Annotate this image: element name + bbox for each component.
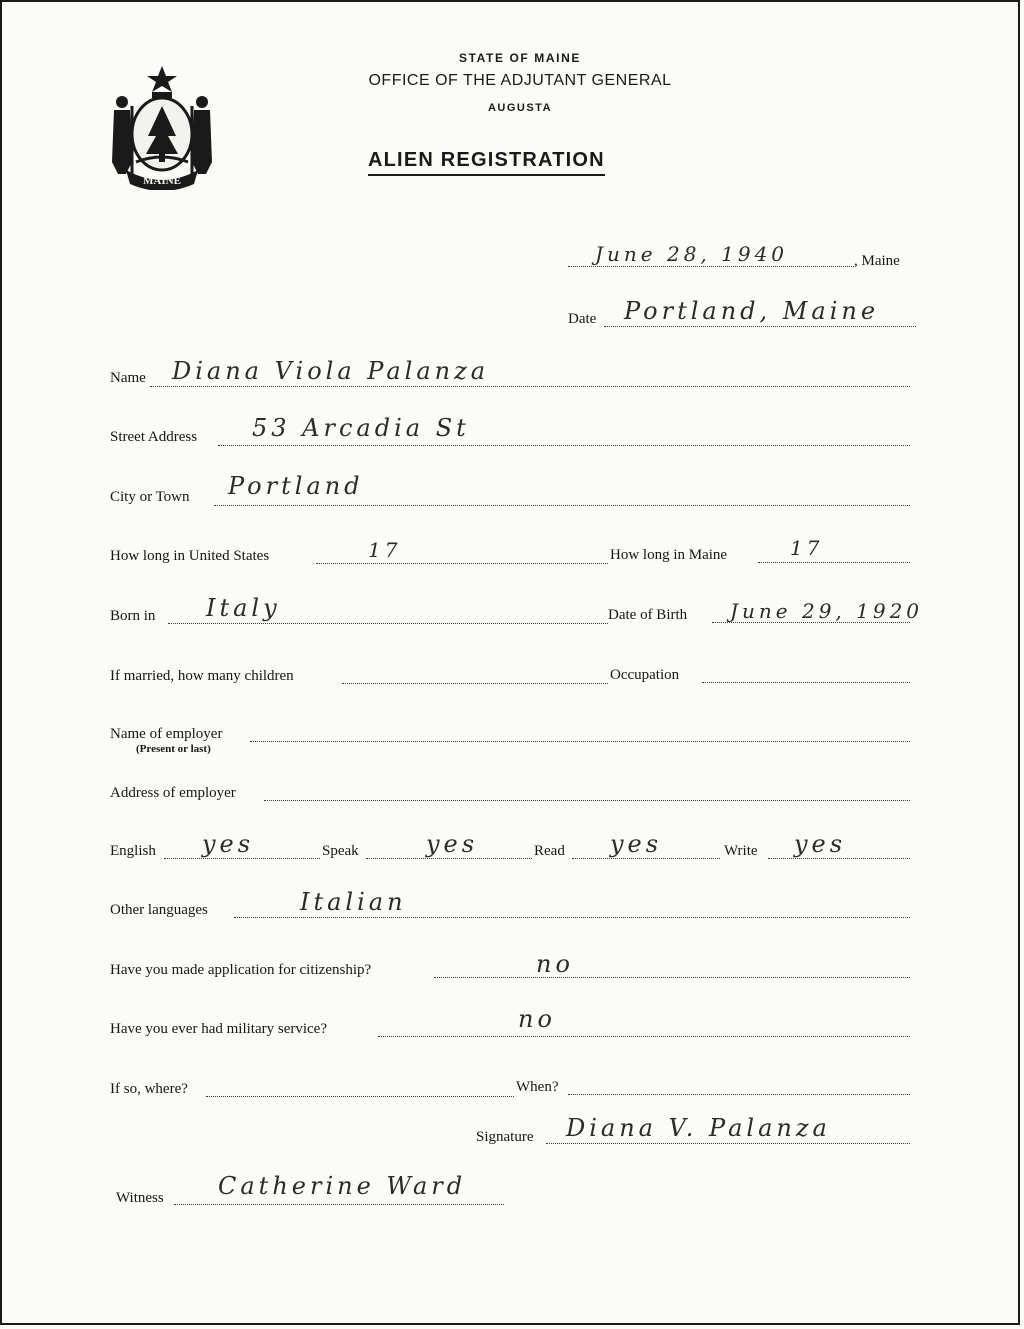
date-value: June 28, 1940 [595,242,789,266]
date-dotted-line [568,266,854,267]
place-dotted-line [604,326,916,327]
born-in-label: Born in [110,608,156,624]
witness-label: Witness [116,1190,164,1206]
street-address-label: Street Address [110,429,198,445]
witness-dotted-line [174,1204,504,1205]
date-of-birth-label: Date of Birth [608,607,688,623]
header-city: AUGUSTA [487,102,553,114]
city-town-dotted-line [214,505,910,506]
employer-address-dotted-line [264,800,910,801]
other-languages-dotted-line [234,917,910,918]
header-office: OFFICE OF THE ADJUTANT GENERAL [368,72,672,89]
form-title: ALIEN REGISTRATION [368,149,605,176]
city-town-value: Portland [228,472,364,500]
military-label: Have you ever had military service? [110,1021,327,1037]
how-long-maine-label: How long in Maine [610,547,728,563]
read-dotted-line [572,858,720,859]
header-state: STATE OF MAINE [459,51,581,65]
when-label: When? [516,1079,559,1095]
other-languages-label: Other languages [110,902,208,918]
place-value: Portland, Maine [624,297,880,325]
citizenship-label: Have you made application for citizenship? [110,962,372,978]
name-value: Diana Viola Palanza [172,357,490,385]
speak-value: yes [426,830,479,858]
seal-banner-text: MAINE [143,175,181,187]
employer-note: (Present or last) [136,743,211,755]
born-in-dotted-line [168,623,608,624]
employer-dotted-line [250,741,910,742]
street-address-dotted-line [218,445,910,446]
where-label: If so, where? [110,1081,188,1097]
children-dotted-line [342,683,608,684]
street-address-value: 53 Arcadia St [252,414,470,442]
born-in-value: Italy [206,594,281,622]
english-value: yes [202,830,255,858]
write-value: yes [794,830,847,858]
signature-value: Diana V. Palanza [566,1114,831,1142]
military-value: no [518,1005,556,1033]
citizenship-dotted-line [434,977,910,978]
how-long-maine-dotted-line [758,562,910,563]
when-dotted-line [568,1094,910,1095]
how-long-us-dotted-line [316,563,608,564]
military-dotted-line [378,1036,910,1037]
speak-dotted-line [366,858,532,859]
maine-suffix-label: , Maine [854,253,900,269]
other-languages-value: Italian [300,888,407,916]
write-dotted-line [768,858,910,859]
how-long-us-value: 17 [368,538,402,562]
speak-label: Speak [322,843,359,859]
occupation-label: Occupation [610,667,680,683]
signature-label: Signature [476,1129,534,1145]
city-town-label: City or Town [110,489,190,505]
employer-label: Name of employer [110,726,223,742]
where-dotted-line [206,1096,514,1097]
date-label: Date [568,311,597,327]
signature-dotted-line [546,1143,910,1144]
read-value: yes [610,830,663,858]
citizenship-value: no [536,950,574,978]
read-label: Read [534,843,565,859]
occupation-dotted-line [702,682,910,683]
english-dotted-line [164,858,320,859]
english-label: English [110,843,156,859]
how-long-us-label: How long in United States [110,548,270,564]
how-long-maine-value: 17 [790,536,824,560]
date-of-birth-value: June 29, 1920 [730,599,924,623]
name-dotted-line [150,386,910,387]
name-label: Name [110,370,146,386]
write-label: Write [724,843,758,859]
witness-value: Catherine Ward [218,1172,467,1200]
employer-address-label: Address of employer [110,785,236,801]
children-label: If married, how many children [110,668,294,684]
